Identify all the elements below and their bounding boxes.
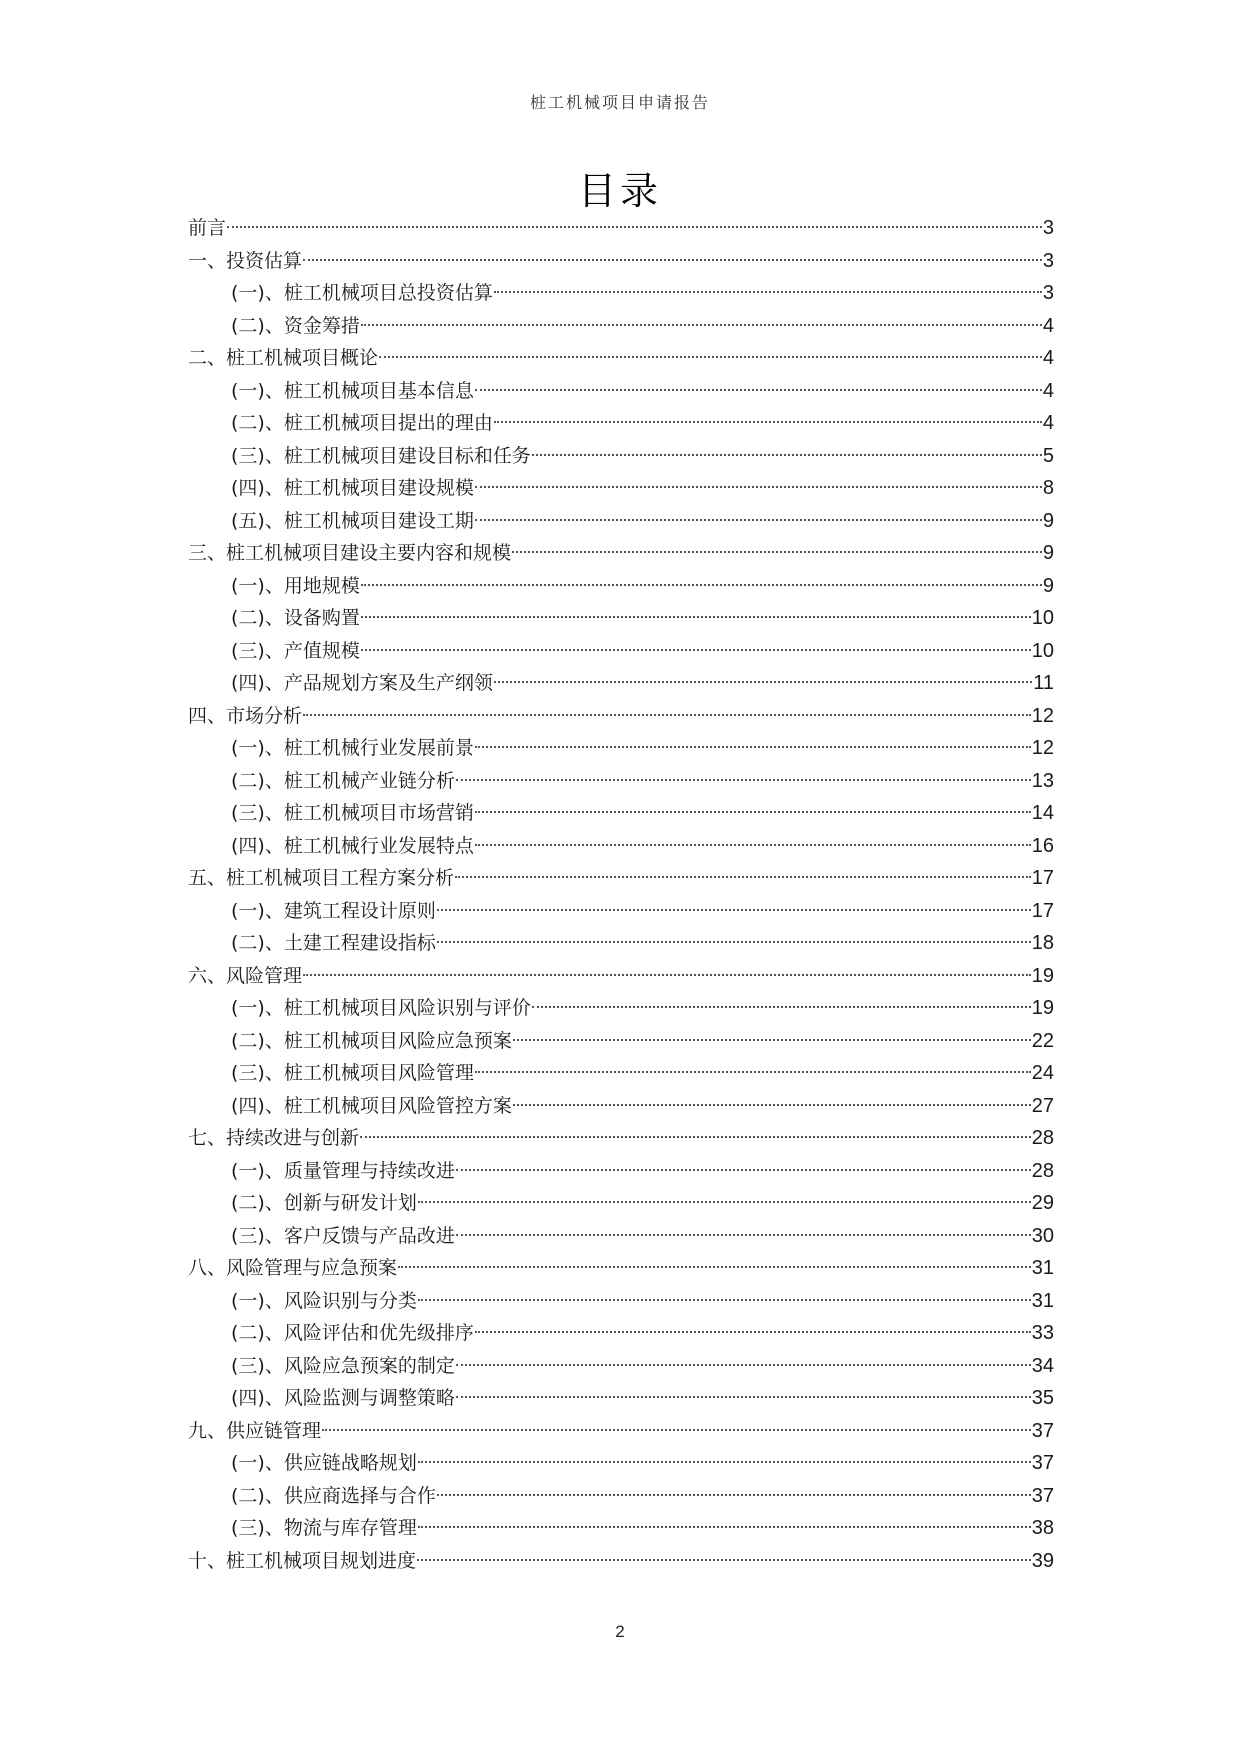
dot-leader	[475, 1331, 1031, 1333]
toc-entry-label: (一)、风险识别与分类	[231, 1289, 417, 1312]
toc-entry-label: (四)、桩工机械项目风险管控方案	[231, 1094, 512, 1117]
dot-leader	[418, 1526, 1031, 1528]
toc-entry-page: 17	[1031, 867, 1054, 889]
toc-entry-label: (四)、桩工机械项目建设规模	[231, 477, 474, 499]
toc-section-entry[interactable]	[188, 1480, 1054, 1513]
toc-entry-page: 10	[1031, 607, 1054, 629]
toc-entry-label: (四)、产品规划方案及生产纲领	[231, 672, 493, 694]
dot-leader	[475, 811, 1031, 813]
toc-section-entry[interactable]	[188, 277, 1054, 310]
toc-entry-page: 10	[1031, 639, 1054, 662]
toc-entry-label: 三、桩工机械项目建设主要内容和规模	[188, 542, 512, 564]
toc-chapter-entry[interactable]	[188, 700, 1054, 733]
dot-leader	[494, 681, 1032, 683]
toc-entry-label: (三)、风险应急预案的制定	[231, 1354, 455, 1377]
dot-leader	[532, 1006, 1031, 1008]
toc-entry-label: (五)、桩工机械项目建设工期	[231, 509, 474, 532]
toc-entry-page: 22	[1031, 1029, 1054, 1052]
page-title: 目录	[577, 169, 662, 213]
toc-entry-label: (二)、创新与研发计划	[231, 1192, 417, 1214]
dot-leader	[361, 324, 1042, 326]
toc-entry-page: 12	[1031, 704, 1054, 727]
toc-entry-page: 14	[1031, 802, 1054, 824]
toc-section-entry[interactable]	[188, 797, 1054, 830]
toc-entry-page: 37	[1031, 1419, 1054, 1442]
toc-entry-label: 前言	[188, 217, 227, 239]
toc-entry-page: 29	[1031, 1192, 1054, 1214]
dot-leader	[437, 941, 1031, 943]
toc-entry-page: 5	[1042, 444, 1054, 467]
toc-section-entry[interactable]	[188, 505, 1054, 538]
page-number: 2	[615, 1622, 625, 1641]
dot-leader	[303, 714, 1031, 716]
toc-entry-page: 37	[1031, 1484, 1054, 1507]
toc-section-entry[interactable]	[188, 1187, 1054, 1220]
toc-entry-label: (三)、物流与库存管理	[231, 1517, 417, 1539]
toc-entry-page: 3	[1042, 282, 1054, 304]
toc-section-entry[interactable]	[188, 1512, 1054, 1545]
toc-entry-label: (四)、桩工机械行业发展特点	[231, 834, 474, 857]
toc-entry-page: 24	[1031, 1062, 1054, 1084]
toc-entry-label: (二)、资金筹措	[231, 314, 360, 337]
toc-entry-label: (三)、桩工机械项目市场营销	[231, 802, 474, 824]
toc-entry-label: 一、投资估算	[188, 249, 303, 272]
dot-leader	[360, 1136, 1031, 1138]
toc-entry-label: (二)、设备购置	[231, 607, 360, 629]
toc-section-entry[interactable]	[188, 375, 1054, 408]
toc-entry-label: (二)、风险评估和优先级排序	[231, 1322, 474, 1344]
toc-entry-label: (一)、质量管理与持续改进	[231, 1159, 455, 1182]
toc-section-entry[interactable]	[188, 1285, 1054, 1318]
toc-chapter-entry[interactable]	[188, 862, 1054, 895]
toc-entry-page: 9	[1042, 542, 1054, 564]
dot-leader	[456, 1169, 1031, 1171]
dot-leader	[512, 551, 1042, 553]
toc-entry-page: 4	[1042, 314, 1054, 337]
toc-entry-page: 37	[1031, 1452, 1054, 1474]
toc-section-entry[interactable]	[188, 1155, 1054, 1188]
dot-leader	[418, 1461, 1031, 1463]
toc-section-entry[interactable]	[188, 1090, 1054, 1123]
toc-section-entry[interactable]	[188, 407, 1054, 440]
toc-entry-label: (四)、风险监测与调整策略	[231, 1387, 455, 1409]
dot-leader	[418, 1201, 1031, 1203]
dot-leader	[303, 974, 1031, 976]
toc-section-entry[interactable]	[188, 635, 1054, 668]
toc-section-entry[interactable]	[188, 1220, 1054, 1253]
toc-section-entry[interactable]	[188, 440, 1054, 473]
dot-leader	[456, 779, 1031, 781]
dot-leader	[456, 1364, 1031, 1366]
toc-entry-label: (三)、客户反馈与产品改进	[231, 1224, 455, 1247]
toc-entry-page: 11	[1033, 672, 1054, 694]
toc-entry-page: 28	[1031, 1127, 1054, 1149]
dot-leader	[475, 746, 1031, 748]
toc-entry-label: 五、桩工机械项目工程方案分析	[188, 867, 455, 889]
toc-entry-label: 十、桩工机械项目规划进度	[188, 1549, 417, 1572]
toc-chapter-entry[interactable]	[188, 1252, 1054, 1285]
dot-leader	[475, 486, 1042, 488]
toc-entry-label: (二)、供应商选择与合作	[231, 1484, 436, 1507]
toc-entry-label: 九、供应链管理	[188, 1419, 322, 1442]
toc-section-entry[interactable]	[188, 895, 1054, 928]
toc-entry-page: 3	[1042, 249, 1054, 272]
toc-chapter-entry[interactable]	[188, 1415, 1054, 1448]
toc-entry-label: (一)、桩工机械项目基本信息	[231, 379, 474, 402]
dot-leader	[418, 1299, 1031, 1301]
dot-leader	[361, 649, 1031, 651]
toc-entry-label: (二)、土建工程建设指标	[231, 932, 436, 954]
toc-chapter-entry[interactable]	[188, 342, 1054, 375]
toc-chapter-entry[interactable]	[188, 245, 1054, 278]
toc-entry-label: 二、桩工机械项目概论	[188, 347, 379, 369]
toc-entry-label: (一)、供应链战略规划	[231, 1452, 417, 1474]
toc-entry-label: (一)、建筑工程设计原则	[231, 899, 436, 922]
dot-leader	[437, 1494, 1031, 1496]
toc-section-entry[interactable]	[188, 602, 1054, 635]
toc-entry-page: 4	[1042, 347, 1054, 369]
toc-entry-page: 35	[1031, 1387, 1054, 1409]
dot-leader	[361, 584, 1042, 586]
toc-entry-page: 28	[1031, 1159, 1054, 1182]
toc-entry-label: (二)、桩工机械项目提出的理由	[231, 412, 493, 434]
toc-entry-label: (三)、桩工机械项目建设目标和任务	[231, 444, 531, 467]
toc-entry-label: (一)、桩工机械项目总投资估算	[231, 282, 493, 304]
toc-entry-page: 4	[1042, 379, 1054, 402]
toc-section-entry[interactable]	[188, 830, 1054, 863]
dot-leader	[494, 291, 1042, 293]
toc-entry-page: 12	[1031, 737, 1054, 759]
toc-entry-label: (一)、用地规模	[231, 574, 360, 597]
toc-chapter-entry[interactable]	[188, 537, 1054, 570]
toc-entry-page: 16	[1031, 834, 1054, 857]
dot-leader	[398, 1266, 1031, 1268]
dot-leader	[322, 1429, 1031, 1431]
toc-section-entry[interactable]	[188, 1382, 1054, 1415]
dot-leader	[475, 519, 1042, 521]
toc-entry-page: 39	[1031, 1549, 1054, 1572]
dot-leader	[532, 454, 1042, 456]
dot-leader	[227, 226, 1042, 228]
dot-leader	[494, 421, 1042, 423]
dot-leader	[475, 844, 1031, 846]
dot-leader	[513, 1104, 1031, 1106]
toc-section-entry[interactable]	[188, 1025, 1054, 1058]
dot-leader	[456, 1234, 1031, 1236]
toc-section-entry[interactable]	[188, 310, 1054, 343]
dot-leader	[513, 1039, 1031, 1041]
running-header: 桩工机械项目申请报告	[529, 93, 710, 112]
toc-entry-page: 19	[1031, 997, 1054, 1019]
toc-entry-label: 四、市场分析	[188, 704, 303, 727]
toc-section-entry[interactable]	[188, 992, 1054, 1025]
toc-section-entry[interactable]	[188, 732, 1054, 765]
toc-entry-label: 六、风险管理	[188, 964, 303, 987]
toc-entry-label: (三)、桩工机械项目风险管理	[231, 1062, 474, 1084]
toc-section-entry[interactable]	[188, 472, 1054, 505]
toc-entry-label: (一)、桩工机械项目风险识别与评价	[231, 997, 531, 1019]
toc-section-entry[interactable]	[188, 927, 1054, 960]
toc-entry-label: (二)、桩工机械项目风险应急预案	[231, 1029, 512, 1052]
dot-leader	[437, 909, 1031, 911]
dot-leader	[417, 1559, 1031, 1561]
dot-leader	[475, 389, 1042, 391]
toc-entry-label: 八、风险管理与应急预案	[188, 1257, 398, 1279]
toc-entry-page: 38	[1031, 1517, 1054, 1539]
toc-entry-page: 31	[1031, 1257, 1054, 1279]
toc-entry-label: (三)、产值规模	[231, 639, 360, 662]
toc-entry-label: 七、持续改进与创新	[188, 1127, 360, 1149]
toc-entry-label: (二)、桩工机械产业链分析	[231, 769, 455, 792]
toc-entry-page: 34	[1031, 1354, 1054, 1377]
toc-entry-page: 4	[1042, 412, 1054, 434]
toc-chapter-entry[interactable]	[188, 960, 1054, 993]
toc-section-entry[interactable]	[188, 1057, 1054, 1090]
toc-entry-page: 3	[1042, 217, 1054, 239]
toc-entry-page: 13	[1031, 769, 1054, 792]
toc-entry-page: 33	[1031, 1322, 1054, 1344]
toc-section-entry[interactable]	[188, 765, 1054, 798]
toc-entry-label: (一)、桩工机械行业发展前景	[231, 737, 474, 759]
dot-leader	[475, 1071, 1031, 1073]
toc-entry-page: 9	[1042, 574, 1054, 597]
toc-section-entry[interactable]	[188, 1350, 1054, 1383]
toc-chapter-entry[interactable]	[188, 1545, 1054, 1578]
dot-leader	[456, 1396, 1031, 1398]
toc-entry-page: 30	[1031, 1224, 1054, 1247]
toc-chapter-entry[interactable]	[188, 212, 1054, 245]
toc-entry-page: 8	[1042, 477, 1054, 499]
dot-leader	[455, 876, 1031, 878]
table-of-contents	[188, 212, 1054, 1577]
toc-section-entry[interactable]	[188, 667, 1054, 700]
dot-leader	[379, 356, 1042, 358]
toc-entry-page: 17	[1031, 899, 1054, 922]
dot-leader	[361, 616, 1031, 618]
toc-entry-page: 27	[1031, 1094, 1054, 1117]
toc-entry-page: 31	[1031, 1289, 1054, 1312]
toc-section-entry[interactable]	[188, 1447, 1054, 1480]
toc-entry-page: 18	[1031, 932, 1054, 954]
toc-section-entry[interactable]	[188, 570, 1054, 603]
dot-leader	[303, 259, 1042, 261]
toc-chapter-entry[interactable]	[188, 1122, 1054, 1155]
toc-entry-page: 19	[1031, 964, 1054, 987]
toc-section-entry[interactable]	[188, 1317, 1054, 1350]
toc-entry-page: 9	[1042, 509, 1054, 532]
